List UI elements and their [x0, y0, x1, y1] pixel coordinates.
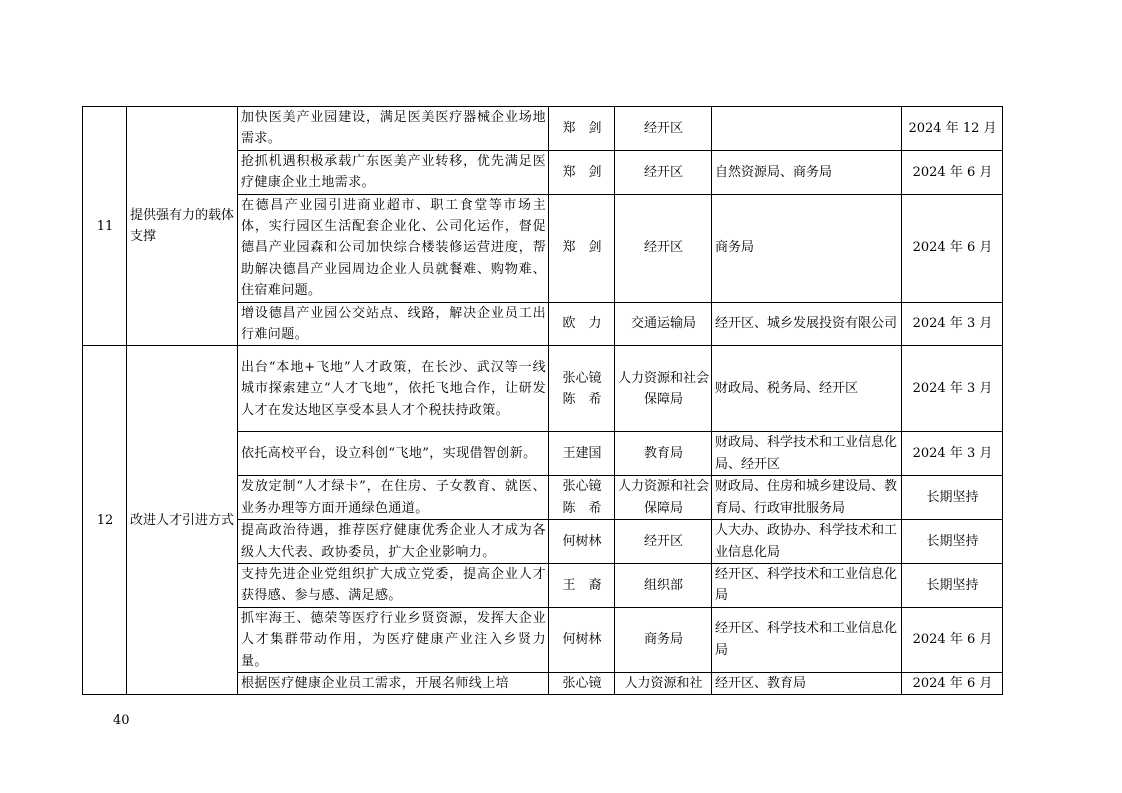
task-cell: 加快医美产业园建设，满足医美医疗器械企业场地需求。 — [238, 107, 549, 151]
page-number: 40 — [113, 713, 130, 728]
task-cell: 根据医疗健康企业员工需求，开展名师线上培 — [238, 672, 549, 694]
co-dept-cell: 财政局、税务局、经开区 — [712, 346, 902, 432]
co-dept-cell: 自然资源局、商务局 — [712, 150, 902, 194]
lead-dept-cell: 商务局 — [615, 607, 712, 672]
co-dept-cell: 经开区、教育局 — [712, 672, 902, 694]
lead-dept-cell: 经开区 — [615, 520, 712, 564]
leader-cell — [549, 194, 615, 302]
co-dept-cell: 商务局 — [712, 194, 902, 302]
task-table — [82, 106, 1003, 695]
lead-dept-cell: 人力资源和社会保障局 — [615, 346, 712, 432]
leader-cell — [549, 520, 615, 564]
leader-cell — [549, 346, 615, 432]
lead-dept-cell: 教育局 — [615, 432, 712, 476]
task-cell: 抓牢海王、德荣等医疗行业乡贤资源，发挥大企业人才集群带动作用，为医疗健康产业注入乡贤力量。 — [238, 607, 549, 672]
task-table-body — [83, 107, 1003, 695]
task-cell: 出台“本地+飞地”人才政策，在长沙、武汉等一线城市探索建立“人才飞地”，依托飞地合作，让研发人才在发达地区享受本县人才个税扶持政策。 — [238, 346, 549, 432]
task-cell: 抢抓机遇积极承载广东医美产业转移，优先满足医疗健康企业土地需求。 — [238, 150, 549, 194]
leader-cell — [549, 476, 615, 520]
deadline-cell: 2024 年 3 月 — [902, 432, 1003, 476]
lead-dept-cell: 交通运输局 — [615, 302, 712, 346]
leader-name: 张心镜 — [562, 479, 602, 495]
lead-dept-cell: 人力资源和社 — [615, 672, 712, 694]
leader-name: 王 裔 — [562, 577, 602, 593]
deadline-cell: 2024 年 6 月 — [902, 607, 1003, 672]
task-cell: 增设德昌产业园公交站点、线路，解决企业员工出行难问题。 — [238, 302, 549, 346]
task-cell: 在德昌产业园引进商业超市、职工食堂等市场主体，实行园区生活配套企业化、公司化运作，督促德昌产业园森和公司加快综合楼装修运营进度，帮助解决德昌产业园周边企业人员就餐难、购物难、住宿难问题。 — [238, 194, 549, 302]
co-dept-cell: 经开区、城乡发展投资有限公司 — [712, 302, 902, 346]
deadline-cell: 长期坚持 — [902, 476, 1003, 520]
deadline-cell: 2024 年 3 月 — [902, 346, 1003, 432]
leader-name: 张心镜 — [562, 370, 602, 386]
co-dept-cell: 人大办、政协办、科学技术和工业信息化局 — [712, 520, 902, 564]
lead-dept-cell: 经开区 — [615, 194, 712, 302]
deadline-cell: 长期坚持 — [902, 563, 1003, 607]
co-dept-cell: 经开区、科学技术和工业信息化局 — [712, 607, 902, 672]
lead-dept-cell: 组织部 — [615, 563, 712, 607]
table-row — [83, 346, 1003, 432]
row-number: 12 — [83, 346, 127, 695]
row-number: 11 — [83, 107, 127, 346]
lead-dept-cell: 人力资源和社会保障局 — [615, 476, 712, 520]
leader-cell — [549, 563, 615, 607]
leader-cell — [549, 107, 615, 151]
category-cell: 提供强有力的载体支撑 — [127, 107, 238, 346]
leader-name: 何树林 — [562, 533, 602, 549]
deadline-cell: 2024 年 6 月 — [902, 672, 1003, 694]
leader-name: 陈 希 — [562, 391, 602, 407]
lead-dept-cell: 经开区 — [615, 107, 712, 151]
leader-cell — [549, 150, 615, 194]
task-cell: 提高政治待遇，推荐医疗健康优秀企业人才成为各级人大代表、政协委员，扩大企业影响力。 — [238, 520, 549, 564]
deadline-cell: 2024 年 3 月 — [902, 302, 1003, 346]
deadline-cell: 2024 年 6 月 — [902, 194, 1003, 302]
co-dept-cell: 财政局、科学技术和工业信息化局、经开区 — [712, 432, 902, 476]
co-dept-cell — [712, 107, 902, 151]
task-cell: 发放定制“人才绿卡”，在住房、子女教育、就医、业务办理等方面开通绿色通道。 — [238, 476, 549, 520]
deadline-cell: 长期坚持 — [902, 520, 1003, 564]
task-cell: 支持先进企业党组织扩大成立党委，提高企业人才获得感、参与感、满足感。 — [238, 563, 549, 607]
leader-name: 何树林 — [562, 632, 602, 648]
deadline-cell: 2024 年 6 月 — [902, 150, 1003, 194]
co-dept-cell: 财政局、住房和城乡建设局、教育局、行政审批服务局 — [712, 476, 902, 520]
task-cell: 依托高校平台，设立科创“飞地”，实现借智创新。 — [238, 432, 549, 476]
deadline-cell: 2024 年 12 月 — [902, 107, 1003, 151]
leader-name: 郑 剑 — [562, 164, 602, 180]
co-dept-cell: 经开区、科学技术和工业信息化局 — [712, 563, 902, 607]
table-row — [83, 107, 1003, 151]
leader-cell — [549, 672, 615, 694]
leader-name: 郑 剑 — [562, 240, 602, 256]
leader-name: 郑 剑 — [562, 120, 602, 136]
leader-cell — [549, 607, 615, 672]
leader-name: 王建国 — [562, 446, 602, 462]
leader-name: 陈 希 — [562, 500, 602, 516]
category-cell: 改进人才引进方式 — [127, 346, 238, 695]
leader-cell — [549, 302, 615, 346]
leader-name: 欧 力 — [562, 316, 602, 332]
leader-cell — [549, 432, 615, 476]
lead-dept-cell: 经开区 — [615, 150, 712, 194]
leader-name: 张心镜 — [562, 675, 602, 691]
